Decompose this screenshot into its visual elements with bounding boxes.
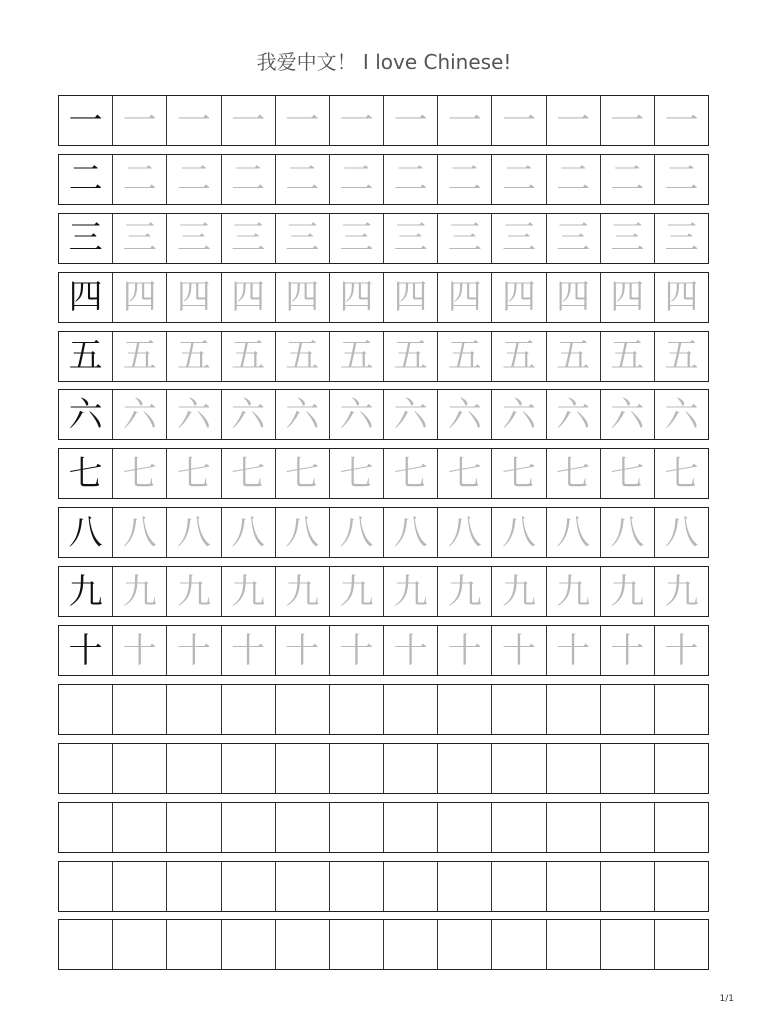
trace-character-cell: 十: [113, 626, 167, 675]
character-row: [58, 154, 709, 205]
trace-character-cell: 八: [276, 508, 330, 557]
trace-character-cell: 四: [438, 273, 492, 322]
blank-practice-cell[interactable]: [655, 744, 708, 793]
blank-practice-cell[interactable]: [276, 685, 330, 734]
trace-character-cell: 三: [167, 214, 221, 263]
trace-character-cell: 四: [167, 273, 221, 322]
blank-practice-cell[interactable]: [384, 685, 438, 734]
blank-practice-cell[interactable]: [276, 920, 330, 969]
trace-character-cell: 九: [601, 567, 655, 616]
blank-practice-cell[interactable]: [113, 744, 167, 793]
blank-practice-cell[interactable]: [167, 744, 221, 793]
blank-practice-cell[interactable]: [655, 685, 708, 734]
trace-character-cell: 八: [438, 508, 492, 557]
blank-practice-cell[interactable]: [59, 744, 113, 793]
trace-character-cell: 二: [167, 155, 221, 204]
practice-grid: [58, 95, 709, 978]
trace-character-cell: 四: [384, 273, 438, 322]
blank-practice-cell[interactable]: [330, 920, 384, 969]
trace-character-cell: 六: [276, 390, 330, 439]
trace-character-cell: 七: [664, 453, 699, 494]
trace-character-cell: 五: [384, 332, 438, 381]
character-row: [58, 213, 709, 264]
blank-practice-cell[interactable]: [167, 803, 221, 852]
trace-character-cell: 四: [547, 273, 601, 322]
blank-practice-cell[interactable]: [330, 803, 384, 852]
blank-practice-cell[interactable]: [492, 685, 546, 734]
trace-character-cell: 十: [664, 630, 699, 671]
model-character-cell: 三: [59, 214, 113, 263]
trace-character-cell: 七: [276, 449, 330, 498]
blank-practice-cell[interactable]: [113, 685, 167, 734]
trace-character-cell: 七: [222, 449, 276, 498]
trace-character-cell: 三: [438, 214, 492, 263]
trace-character-cell: 六: [384, 390, 438, 439]
trace-character-cell: 五: [222, 332, 276, 381]
trace-character-cell: 四: [330, 273, 384, 322]
trace-character-cell: 五: [547, 332, 601, 381]
blank-practice-cell[interactable]: [222, 685, 276, 734]
trace-character-cell: 八: [601, 508, 655, 557]
blank-practice-cell[interactable]: [384, 803, 438, 852]
trace-character-cell: 四: [664, 277, 699, 318]
trace-character-cell: 二: [222, 155, 276, 204]
blank-practice-cell[interactable]: [330, 744, 384, 793]
blank-practice-row: [58, 684, 709, 735]
trace-character-cell: 四: [601, 273, 655, 322]
model-character-cell: 六: [59, 390, 113, 439]
trace-character-cell: 三: [276, 214, 330, 263]
trace-character-cell: 九: [222, 567, 276, 616]
trace-character-cell: 九: [438, 567, 492, 616]
character-row: [58, 95, 709, 146]
blank-practice-cell[interactable]: [655, 803, 708, 852]
trace-character-cell: 十: [222, 626, 276, 675]
blank-practice-cell[interactable]: [601, 803, 655, 852]
trace-character-cell: 十: [167, 626, 221, 675]
trace-character-cell: 五: [276, 332, 330, 381]
blank-practice-cell[interactable]: [438, 685, 492, 734]
trace-character-cell: 一: [276, 96, 330, 145]
model-character-cell: 一: [59, 96, 113, 145]
trace-character-cell: 十: [547, 626, 601, 675]
blank-practice-cell[interactable]: [384, 920, 438, 969]
model-character-cell: 四: [59, 273, 113, 322]
character-row: [58, 507, 709, 558]
trace-character-cell: 三: [492, 214, 546, 263]
blank-practice-cell[interactable]: [655, 862, 708, 911]
trace-character-cell: 六: [601, 390, 655, 439]
trace-character-cell: 九: [167, 567, 221, 616]
model-character-cell: 七: [59, 449, 113, 498]
blank-practice-cell[interactable]: [438, 744, 492, 793]
trace-character-cell: 一: [167, 96, 221, 145]
trace-character-cell: 六: [438, 390, 492, 439]
trace-character-cell: 一: [601, 96, 655, 145]
trace-character-cell: 六: [167, 390, 221, 439]
blank-practice-cell[interactable]: [59, 803, 113, 852]
blank-practice-row: [58, 743, 709, 794]
trace-character-cell: 三: [113, 214, 167, 263]
trace-character-cell: 二: [547, 155, 601, 204]
blank-practice-cell[interactable]: [601, 744, 655, 793]
trace-character-cell: 三: [330, 214, 384, 263]
trace-character-cell: 一: [222, 96, 276, 145]
trace-character-cell: 二: [601, 155, 655, 204]
trace-character-cell: 七: [330, 449, 384, 498]
trace-character-cell: 七: [492, 449, 546, 498]
trace-character-cell: 五: [664, 336, 699, 377]
trace-character-cell: 四: [222, 273, 276, 322]
trace-character-cell: 七: [167, 449, 221, 498]
model-character-cell: 十: [59, 626, 113, 675]
trace-character-cell: 三: [601, 214, 655, 263]
trace-character-cell: 六: [492, 390, 546, 439]
blank-practice-cell[interactable]: [113, 803, 167, 852]
blank-practice-cell[interactable]: [492, 862, 546, 911]
trace-character-cell: 二: [492, 155, 546, 204]
trace-character-cell: 九: [547, 567, 601, 616]
blank-practice-cell[interactable]: [222, 920, 276, 969]
blank-practice-cell[interactable]: [222, 862, 276, 911]
model-character-cell: 九: [59, 567, 113, 616]
model-character-cell: 五: [59, 332, 113, 381]
trace-character-cell: 七: [384, 449, 438, 498]
trace-character-cell: 七: [113, 449, 167, 498]
trace-character-cell: 九: [330, 567, 384, 616]
trace-character-cell: 二: [330, 155, 384, 204]
blank-practice-row: [58, 802, 709, 853]
trace-character-cell: 九: [113, 567, 167, 616]
trace-character-cell: 五: [330, 332, 384, 381]
blank-practice-cell[interactable]: [167, 920, 221, 969]
model-character-cell: 二: [59, 155, 113, 204]
trace-character-cell: 一: [384, 96, 438, 145]
trace-character-cell: 七: [438, 449, 492, 498]
trace-character-cell: 七: [601, 449, 655, 498]
blank-practice-cell[interactable]: [222, 744, 276, 793]
blank-practice-cell[interactable]: [601, 862, 655, 911]
character-row: [58, 566, 709, 617]
page-title: 我爱中文！ I love Chinese!: [256, 50, 512, 74]
blank-practice-row: [58, 919, 709, 970]
blank-practice-cell[interactable]: [492, 803, 546, 852]
trace-character-cell: 七: [547, 449, 601, 498]
blank-practice-cell[interactable]: [601, 685, 655, 734]
trace-character-cell: 二: [276, 155, 330, 204]
blank-practice-cell[interactable]: [547, 862, 601, 911]
character-row: [58, 331, 709, 382]
trace-character-cell: 三: [222, 214, 276, 263]
blank-practice-cell[interactable]: [601, 920, 655, 969]
trace-character-cell: 五: [492, 332, 546, 381]
blank-practice-cell[interactable]: [276, 744, 330, 793]
trace-character-cell: 九: [384, 567, 438, 616]
blank-practice-cell[interactable]: [276, 862, 330, 911]
blank-practice-cell[interactable]: [113, 920, 167, 969]
trace-character-cell: 十: [601, 626, 655, 675]
blank-practice-cell[interactable]: [276, 803, 330, 852]
blank-practice-cell[interactable]: [59, 920, 113, 969]
blank-practice-cell[interactable]: [547, 920, 601, 969]
trace-character-cell: 八: [384, 508, 438, 557]
trace-character-cell: 五: [167, 332, 221, 381]
character-row: [58, 625, 709, 676]
blank-practice-cell[interactable]: [59, 685, 113, 734]
trace-character-cell: 一: [330, 96, 384, 145]
page-number: 1/1: [719, 994, 734, 1004]
trace-character-cell: 四: [492, 273, 546, 322]
trace-character-cell: 十: [438, 626, 492, 675]
trace-character-cell: 三: [384, 214, 438, 263]
blank-practice-cell[interactable]: [547, 685, 601, 734]
blank-practice-cell[interactable]: [547, 744, 601, 793]
trace-character-cell: 一: [664, 100, 699, 141]
trace-character-cell: 四: [276, 273, 330, 322]
trace-character-cell: 八: [113, 508, 167, 557]
blank-practice-cell[interactable]: [438, 862, 492, 911]
trace-character-cell: 八: [167, 508, 221, 557]
trace-character-cell: 五: [438, 332, 492, 381]
blank-practice-row: [58, 861, 709, 912]
trace-character-cell: 十: [492, 626, 546, 675]
trace-character-cell: 十: [276, 626, 330, 675]
trace-character-cell: 九: [664, 571, 699, 612]
blank-practice-cell[interactable]: [438, 920, 492, 969]
trace-character-cell: 八: [222, 508, 276, 557]
trace-character-cell: 六: [222, 390, 276, 439]
blank-practice-cell[interactable]: [492, 920, 546, 969]
trace-character-cell: 二: [384, 155, 438, 204]
trace-character-cell: 一: [438, 96, 492, 145]
blank-practice-cell[interactable]: [438, 803, 492, 852]
blank-practice-cell[interactable]: [547, 803, 601, 852]
blank-practice-cell[interactable]: [59, 862, 113, 911]
trace-character-cell: 三: [547, 214, 601, 263]
model-character-cell: 八: [59, 508, 113, 557]
trace-character-cell: 九: [492, 567, 546, 616]
trace-character-cell: 十: [384, 626, 438, 675]
trace-character-cell: 八: [330, 508, 384, 557]
trace-character-cell: 十: [330, 626, 384, 675]
blank-practice-cell[interactable]: [167, 862, 221, 911]
blank-practice-cell[interactable]: [492, 744, 546, 793]
blank-practice-cell[interactable]: [330, 685, 384, 734]
trace-character-cell: 一: [547, 96, 601, 145]
trace-character-cell: 二: [113, 155, 167, 204]
trace-character-cell: 四: [113, 273, 167, 322]
trace-character-cell: 五: [601, 332, 655, 381]
trace-character-cell: 六: [330, 390, 384, 439]
character-row: [58, 272, 709, 323]
character-row: [58, 448, 709, 499]
trace-character-cell: 二: [438, 155, 492, 204]
trace-character-cell: 二: [664, 159, 699, 200]
trace-character-cell: 八: [664, 512, 699, 553]
blank-practice-cell[interactable]: [655, 920, 708, 969]
trace-character-cell: 一: [113, 96, 167, 145]
blank-practice-cell[interactable]: [222, 803, 276, 852]
trace-character-cell: 九: [276, 567, 330, 616]
trace-character-cell: 一: [492, 96, 546, 145]
blank-practice-cell[interactable]: [384, 744, 438, 793]
trace-character-cell: 六: [664, 394, 699, 435]
trace-character-cell: 八: [492, 508, 546, 557]
character-row: [58, 389, 709, 440]
blank-practice-cell[interactable]: [113, 862, 167, 911]
blank-practice-cell[interactable]: [330, 862, 384, 911]
trace-character-cell: 六: [547, 390, 601, 439]
trace-character-cell: 三: [664, 218, 699, 259]
blank-practice-cell[interactable]: [384, 862, 438, 911]
blank-practice-cell[interactable]: [167, 685, 221, 734]
trace-character-cell: 五: [113, 332, 167, 381]
trace-character-cell: 六: [113, 390, 167, 439]
trace-character-cell: 八: [547, 508, 601, 557]
